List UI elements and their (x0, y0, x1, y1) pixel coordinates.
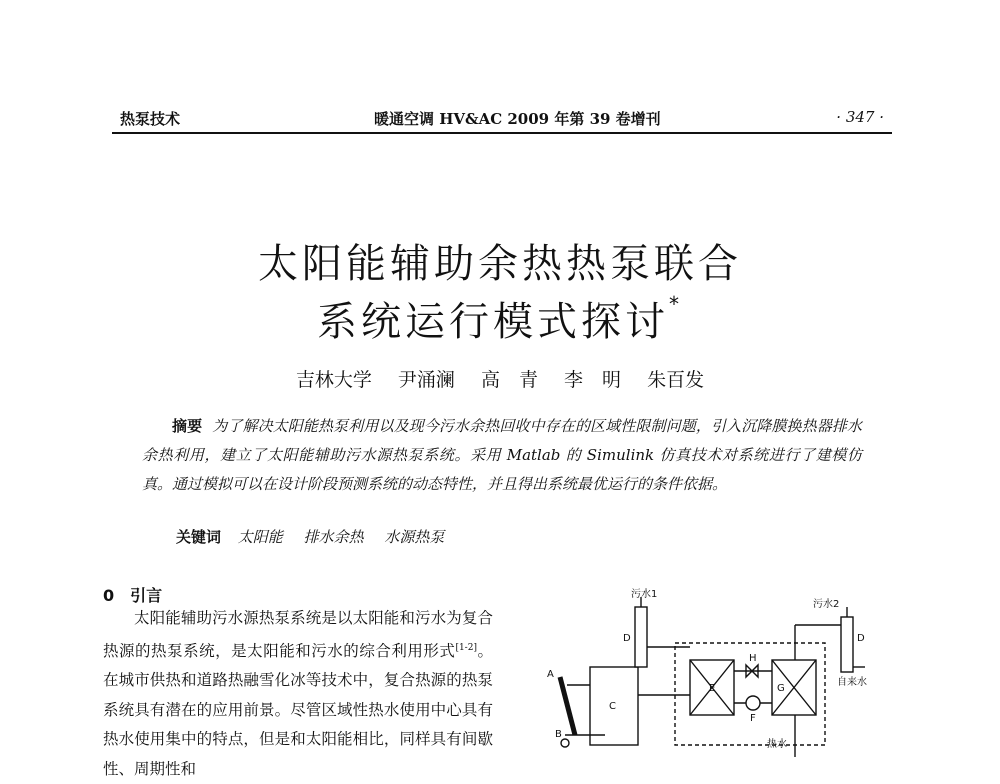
label-sewage-2: 污水2 (813, 599, 840, 610)
body-paragraph (103, 604, 493, 784)
compressor (746, 696, 760, 710)
abstract-text: 为了解决太阳能热泵利用以及现今污水余热回收中存在的区域性限制问题，引入沉降膜换热器排水余热利用，建立了太阳能辅助污水源热泵系统。采用 Matlab 的 Simulink 仿真技术对系统进行了建模仿真。通过模拟可以在设计阶段预测系统的动态特性，并且得出系统最优运行的条件依据。 (142, 417, 862, 493)
author-name: 朱百发 (647, 369, 705, 391)
keywords (176, 526, 460, 547)
label-sewage-1: 污水1 (631, 589, 658, 600)
keyword: 水源热泵 (384, 528, 445, 546)
author-line (0, 365, 1000, 392)
keyword: 太阳能 (237, 528, 283, 546)
paper-title-line-1: 太阳能辅助余热热泵联合 (258, 241, 742, 287)
label-g: G (777, 683, 785, 694)
circulation-pump (561, 739, 569, 747)
label-b: B (555, 729, 562, 740)
header-journal-info: 暖通空调 HV&AC 2009 年第 39 卷增刊 (374, 110, 661, 128)
header-page-number: · 347 · (836, 108, 884, 126)
abstract (142, 412, 862, 499)
system-schematic-figure (525, 585, 885, 760)
label-d1: D (623, 633, 631, 644)
sewage-exchanger-1 (635, 607, 647, 667)
label-h: H (749, 653, 757, 664)
paper-title-line-2 (0, 290, 1000, 347)
label-d2: D (857, 633, 865, 644)
author-name: 高 青 (480, 369, 538, 391)
abstract-label: 摘要 (172, 417, 203, 435)
paper-title-line-2-text: 系统运行模式探讨 (317, 299, 669, 345)
label-a: A (547, 669, 554, 680)
sewage-exchanger-2 (841, 617, 853, 672)
header-section-label: 热泵技术 (120, 110, 181, 128)
label-hot-water: 热水 (767, 739, 787, 750)
title-footnote-mark: * (669, 292, 683, 316)
keyword: 排水余热 (303, 528, 364, 546)
label-tap-water: 自来水 (837, 677, 867, 688)
solar-collector (560, 677, 575, 735)
author-name: 尹涌澜 (397, 369, 455, 391)
label-e: E (709, 683, 716, 694)
keywords-label: 关键词 (176, 528, 222, 546)
author-name: 李 明 (564, 369, 622, 391)
label-c: C (609, 701, 616, 712)
label-f: F (750, 713, 756, 724)
body-text-part-2: 。在城市供热和道路热融雪化冰等技术中，复合热源的热泵系统具有潜在的应用前景。尽管区域性热水使用中心具有热水使用集中的特点，但是和太阳能相比，同样具有间歇性、周期性和 (103, 641, 493, 778)
affiliation: 吉林大学 (295, 369, 372, 391)
body-text-part-1: 太阳能辅助污水源热泵系统是以太阳能和污水为复合热源的热泵系统，是太阳能和污水的综合利用形式 (103, 609, 493, 660)
citation: [1-2] (455, 642, 477, 653)
running-header (112, 106, 892, 134)
section-heading: 0 引言 (103, 586, 163, 605)
